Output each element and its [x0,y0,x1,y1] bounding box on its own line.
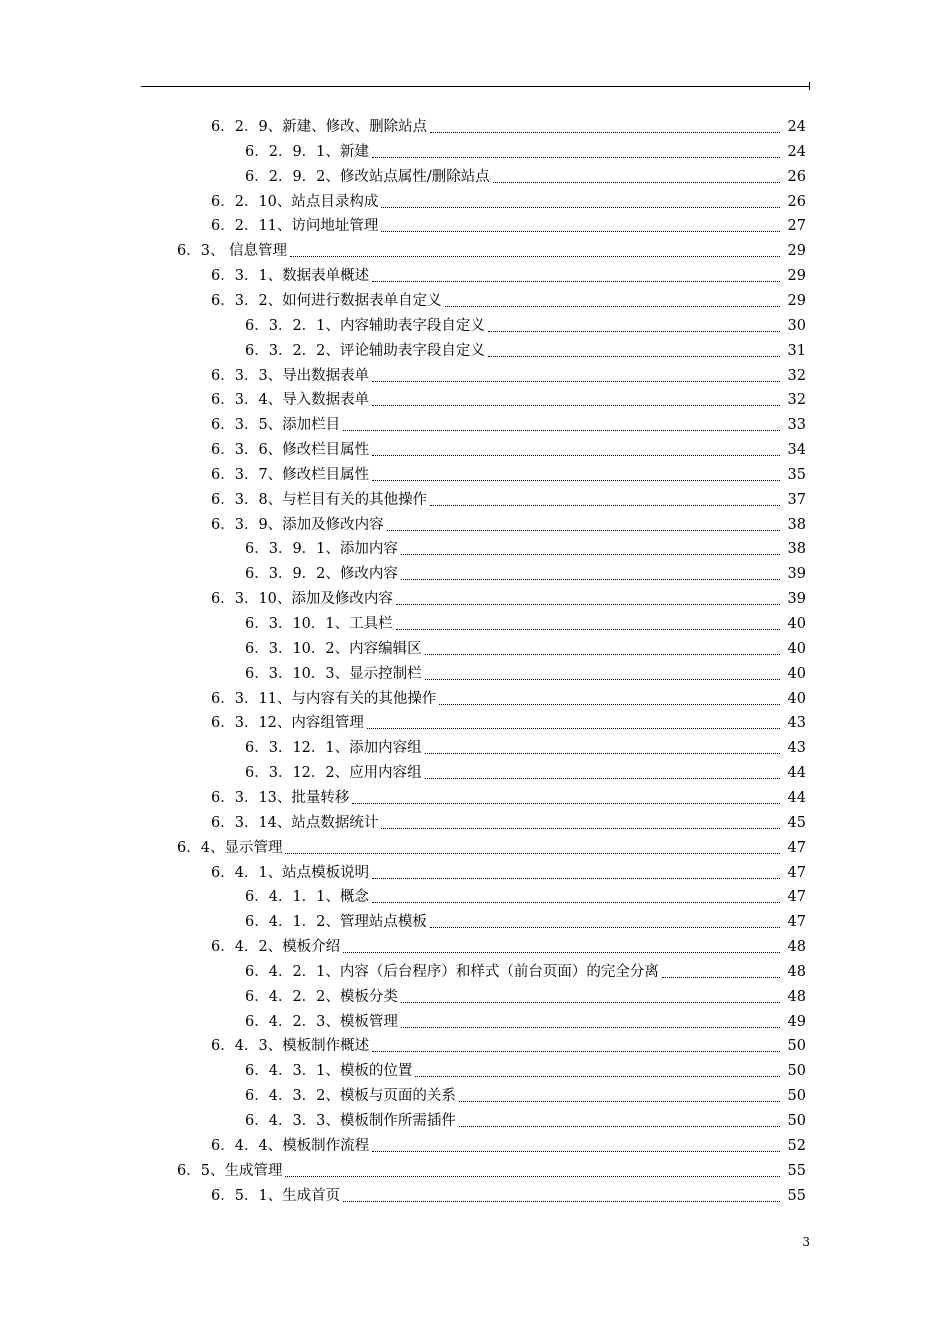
toc-dot-leader [372,878,780,879]
toc-entry-page-number: 29 [787,268,806,284]
header-rule-end-mark [809,82,810,90]
toc-entry[interactable] [245,1010,806,1034]
toc-entry-title: 6．2．9．1、新建 [245,144,369,160]
toc-entry-title: 6．3、 信息管理 [177,243,288,259]
toc-entry-page-number: 39 [787,566,806,582]
toc-entry-page-number: 40 [787,641,806,657]
toc-dot-leader [372,1151,780,1152]
toc-entry[interactable] [211,214,806,238]
toc-entry-title: 6．3．6、修改栏目属性 [211,442,370,458]
toc-entry-title: 6．3．14、站点数据统计 [211,815,379,831]
toc-dot-leader [445,306,780,307]
toc-entry[interactable] [211,190,806,214]
toc-dot-leader [430,505,780,506]
toc-entry[interactable] [211,488,806,512]
toc-entry[interactable] [211,364,806,388]
toc-entry[interactable] [245,165,806,189]
toc-entry-page-number: 50 [787,1113,806,1129]
toc-entry-title: 6．4．3．2、模板与页面的关系 [245,1088,456,1104]
toc-entry-page-number: 39 [787,591,806,607]
toc-dot-leader [343,952,780,953]
toc-entry-title: 6．3．10．2、内容编辑区 [245,641,422,657]
toc-dot-leader [381,207,780,208]
toc-dot-leader [372,157,780,158]
toc-entry-page-number: 32 [787,368,806,384]
toc-entry-page-number: 24 [787,144,806,160]
toc-entry-title: 6．4．1．2、管理站点模板 [245,914,427,930]
toc-entry[interactable] [245,562,806,586]
toc-entry-page-number: 49 [787,1014,806,1030]
toc-entry-title: 6．4．3．1、模板的位置 [245,1063,413,1079]
toc-dot-leader [401,1002,780,1003]
toc-entry-page-number: 55 [787,1163,806,1179]
toc-dot-leader [372,381,780,382]
toc-entry[interactable] [177,239,806,263]
toc-entry-page-number: 38 [787,541,806,557]
toc-dot-leader [493,182,780,183]
toc-entry-title: 6．4．2．1、内容（后台程序）和样式（前台页面）的完全分离 [245,964,659,980]
toc-entry[interactable] [245,885,806,909]
toc-entry-page-number: 27 [787,218,806,234]
toc-dot-leader [425,654,780,655]
toc-entry-title: 6．5．1、生成首页 [211,1188,341,1204]
toc-dot-leader [372,1051,780,1052]
toc-dot-leader [372,480,780,481]
toc-dot-leader [401,554,780,555]
toc-dot-leader [343,1201,780,1202]
toc-entry-page-number: 40 [787,616,806,632]
toc-entry[interactable] [245,960,806,984]
toc-entry-title: 6．3．5、添加栏目 [211,417,341,433]
toc-dot-leader [381,231,780,232]
toc-entry-page-number: 40 [787,691,806,707]
toc-dot-leader [387,530,780,531]
toc-entry[interactable] [211,687,806,711]
toc-entry-title: 6．3．4、导入数据表单 [211,392,370,408]
toc-entry[interactable] [211,1034,806,1058]
toc-entry-title: 6．2．10、站点目录构成 [211,194,379,210]
toc-dot-leader [372,902,780,903]
toc-entry-page-number: 47 [787,914,806,930]
header-rule [141,86,809,87]
toc-entry-title: 6．3．2、如何进行数据表单自定义 [211,293,442,309]
toc-entry[interactable] [245,1059,806,1083]
toc-entry-page-number: 24 [787,119,806,135]
toc-entry-title: 6．3．10、添加及修改内容 [211,591,393,607]
toc-entry-title: 6．3．9．1、添加内容 [245,541,398,557]
toc-dot-leader [396,604,780,605]
toc-dot-leader [425,753,780,754]
toc-entry-title: 6．4．2．3、模板管理 [245,1014,398,1030]
toc-dot-leader [285,853,780,854]
toc-dot-leader [401,579,780,580]
toc-entry-page-number: 34 [787,442,806,458]
toc-dot-leader [459,1101,780,1102]
toc-dot-leader [367,728,780,729]
toc-dot-leader [430,927,780,928]
toc-dot-leader [662,977,780,978]
toc-entry-title: 6．3．13、批量转移 [211,790,350,806]
toc-entry-page-number: 47 [787,840,806,856]
toc-entry[interactable] [245,910,806,934]
toc-entry-title: 6．5、生成管理 [177,1163,283,1179]
toc-entry[interactable] [211,289,806,313]
toc-entry[interactable] [211,264,806,288]
toc-entry-title: 6．3．1、数据表单概述 [211,268,370,284]
toc-entry-title: 6．3．9．2、修改内容 [245,566,398,582]
toc-entry-page-number: 29 [787,293,806,309]
toc-entry[interactable] [211,786,806,810]
toc-entry[interactable] [211,1184,806,1208]
toc-entry-title: 6．3．10．1、工具栏 [245,616,393,632]
toc-entry-title: 6．3．3、导出数据表单 [211,368,370,384]
toc-entry-page-number: 52 [787,1138,806,1154]
toc-dot-leader [425,679,780,680]
toc-entry-title: 6．4．3、模板制作概述 [211,1038,370,1054]
toc-entry-page-number: 40 [787,666,806,682]
toc-entry[interactable] [245,1109,806,1133]
toc-entry-page-number: 26 [787,194,806,210]
toc-entry-page-number: 31 [787,343,806,359]
toc-entry[interactable] [245,537,806,561]
toc-entry-page-number: 43 [787,740,806,756]
toc-dot-leader [396,629,780,630]
toc-entry[interactable] [211,413,806,437]
toc-dot-leader [488,356,780,357]
toc-dot-leader [459,1126,780,1127]
toc-entry[interactable] [211,711,806,735]
toc-entry-title: 6．4．2、模板介绍 [211,939,341,955]
toc-entry-title: 6．2．9、新建、修改、删除站点 [211,119,428,135]
toc-entry-page-number: 50 [787,1038,806,1054]
toc-entry[interactable] [245,612,806,636]
toc-entry-title: 6．4．1．1、概念 [245,889,369,905]
toc-dot-leader [425,778,780,779]
toc-entry-page-number: 50 [787,1088,806,1104]
toc-dot-leader [401,1027,780,1028]
toc-entry-page-number: 48 [787,939,806,955]
toc-entry-page-number: 48 [787,989,806,1005]
toc-entry-title: 6．2．11、访问地址管理 [211,218,379,234]
toc-entry[interactable] [245,736,806,760]
toc-dot-leader [372,405,780,406]
toc-entry[interactable] [211,513,806,537]
toc-entry-page-number: 26 [787,169,806,185]
toc-entry[interactable] [245,662,806,686]
toc-dot-leader [488,331,780,332]
toc-entry-title: 6．3．7、修改栏目属性 [211,467,370,483]
toc-entry[interactable] [211,388,806,412]
toc-entry-page-number: 35 [787,467,806,483]
toc-entry[interactable] [177,836,806,860]
toc-entry-page-number: 48 [787,964,806,980]
toc-entry[interactable] [211,811,806,835]
toc-entry-title: 6．4、显示管理 [177,840,283,856]
toc-entry-page-number: 37 [787,492,806,508]
toc-dot-leader [343,430,780,431]
toc-entry-title: 6．3．2．1、内容辅助表字段自定义 [245,318,485,334]
toc-entry[interactable] [211,438,806,462]
toc-entry-page-number: 44 [787,790,806,806]
toc-entry[interactable] [245,1084,806,1108]
toc-entry-title: 6．3．12．1、添加内容组 [245,740,422,756]
toc-entry-page-number: 44 [787,765,806,781]
toc-entry[interactable] [211,861,806,885]
page-number: 3 [802,1235,810,1249]
toc-dot-leader [430,132,780,133]
toc-entry-page-number: 33 [787,417,806,433]
toc-entry-title: 6．3．2．2、评论辅助表字段自定义 [245,343,485,359]
toc-entry-title: 6．3．9、添加及修改内容 [211,517,384,533]
toc-dot-leader [352,803,780,804]
toc-entry-page-number: 47 [787,889,806,905]
toc-entry-page-number: 29 [787,243,806,259]
toc-entry-title: 6．4．2．2、模板分类 [245,989,398,1005]
toc-entry-title: 6．3．11、与内容有关的其他操作 [211,691,437,707]
toc-dot-leader [290,256,780,257]
toc-entry-title: 6．3．12、内容组管理 [211,715,364,731]
toc-entry-page-number: 50 [787,1063,806,1079]
toc-entry-page-number: 45 [787,815,806,831]
toc-entry-page-number: 30 [787,318,806,334]
toc-entry-title: 6．2．9．2、修改站点属性/删除站点 [245,169,490,185]
toc-entry[interactable] [245,985,806,1009]
toc-entry[interactable] [211,587,806,611]
toc-dot-leader [372,455,780,456]
toc-entry-title: 6．4．3．3、模板制作所需插件 [245,1113,456,1129]
toc-entry-title: 6．4．1、站点模板说明 [211,865,370,881]
toc-entry[interactable] [245,761,806,785]
toc-entry-page-number: 55 [787,1188,806,1204]
toc-dot-leader [415,1076,780,1077]
toc-entry-title: 6．3．10．3、显示控制栏 [245,666,422,682]
toc-entry-page-number: 38 [787,517,806,533]
toc-entry[interactable] [211,115,806,139]
toc-dot-leader [285,1176,780,1177]
toc-entry[interactable] [245,140,806,164]
toc-entry-page-number: 47 [787,865,806,881]
toc-entry-title: 6．3．8、与栏目有关的其他操作 [211,492,428,508]
toc-dot-leader [372,281,780,282]
toc-entry-page-number: 43 [787,715,806,731]
toc-entry-page-number: 32 [787,392,806,408]
toc-entry[interactable] [245,339,806,363]
toc-entry[interactable] [211,935,806,959]
toc-entry[interactable] [211,463,806,487]
toc-entry[interactable] [245,637,806,661]
toc-entry[interactable] [211,1134,806,1158]
toc-entry-title: 6．3．12．2、应用内容组 [245,765,422,781]
toc-entry[interactable] [177,1159,806,1183]
toc-entry-title: 6．4．4、模板制作流程 [211,1138,370,1154]
toc-dot-leader [439,704,780,705]
toc-entry[interactable] [245,314,806,338]
toc-dot-leader [381,828,780,829]
